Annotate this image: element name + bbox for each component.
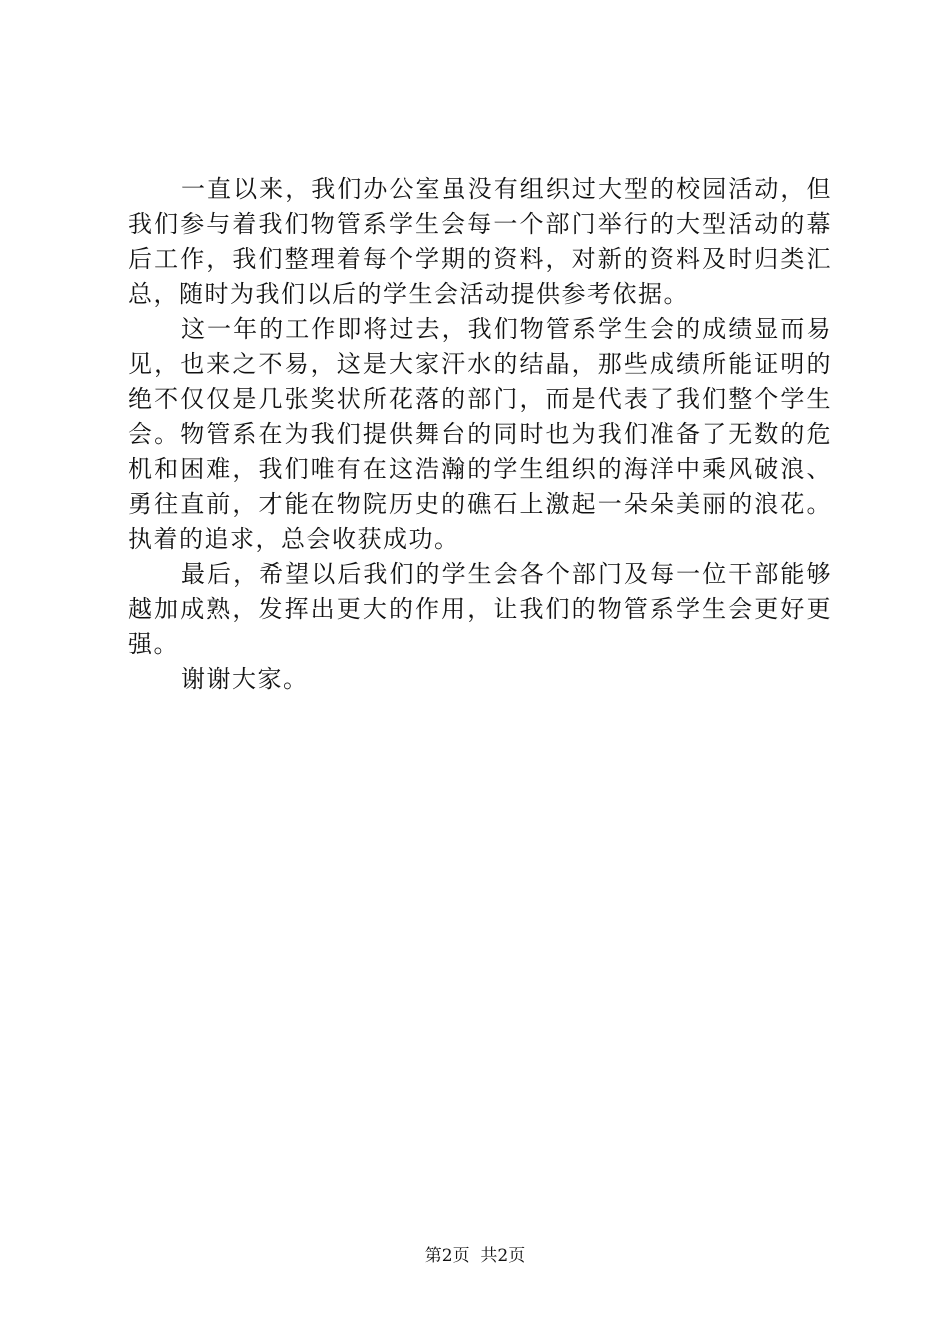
page-number: 第2页 (424, 1246, 470, 1266)
page-total: 共2页 (480, 1246, 526, 1266)
paragraph-3: 最后，希望以后我们的学生会各个部门及每一位干部能够越加成熟，发挥出更大的作用，让我们的物管系学生会更好更强。 (128, 560, 832, 658)
document-body (128, 172, 832, 697)
paragraph-2: 这一年的工作即将过去，我们物管系学生会的成绩显而易见，也来之不易，这是大家汗水的结晶，那些成绩所能证明的绝不仅仅是几张奖状所花落的部门，而是代表了我们整个学生会。物管系在为我们提供舞台的同时也为我们准备了无数的危机和困难，我们唯有在这浩瀚的学生组织的海洋中乘风破浪、勇往直前，才能在物院历史的礁石上激起一朵朵美丽的浪花。执着的追求，总会收获成功。 (128, 315, 832, 553)
page-footer (0, 1244, 950, 1268)
paragraph-1: 一直以来，我们办公室虽没有组织过大型的校园活动，但我们参与着我们物管系学生会每一个部门举行的大型活动的幕后工作，我们整理着每个学期的资料，对新的资料及时归类汇总，随时为我们以后的学生会活动提供参考依据。 (128, 175, 832, 308)
paragraph-4: 谢谢大家。 (181, 665, 309, 693)
